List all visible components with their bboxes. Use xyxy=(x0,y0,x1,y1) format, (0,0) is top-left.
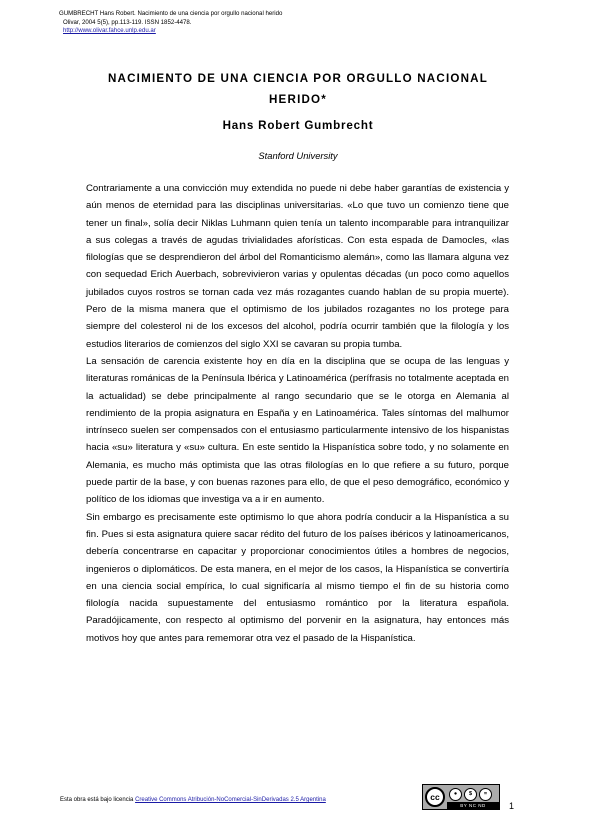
citation-line-2: Olivar, 2004 5(5), pp.113-119. ISSN 1852-4478. xyxy=(63,18,192,26)
cc-strip-label: BY NC ND xyxy=(447,802,499,809)
license-prefix: Esta obra está bajo licencia xyxy=(60,797,134,803)
nd-icon: = xyxy=(479,788,492,801)
page-number: 1 xyxy=(509,801,515,811)
citation-block xyxy=(59,10,539,36)
citation-line-1: GUMBRECHT Hans Robert. Nacimiento de una ciencia por orgullo nacional herido xyxy=(59,10,283,17)
cc-license-badge[interactable] xyxy=(422,784,500,810)
article-body xyxy=(86,180,509,647)
by-icon: ● xyxy=(449,788,462,801)
author-name: Hans Robert Gumbrecht xyxy=(222,119,374,132)
paragraph: Sin embargo es precisamente este optimismo lo que ahora podría conducir a la Hispanística a su fin. Pues si esta asignatura quiere sacar rédito del futuro de los países ibéricos y latinoamericanos, debería concentrarse en capacitar y proporcionar conocimientos útiles a hombres de negocios, ingenieros o diplomáticos. De esta manera, en el mejor de los casos, la Hispanística se convertiría en una ciencia social empírica, lo cual significaría al mismo tiempo el fin de su historia como filología nacida supuestamente del entusiasmo romántico por la literatura española. Paradójicamente, con respecto al optimismo del porvenir en la asignatura, hay entonces más motivos hoy que antes para rememorar otra vez el pasado de la Hispanística. xyxy=(86,511,509,644)
license-footer xyxy=(60,796,326,804)
paragraph: Contrariamente a una convicción muy extendida no puede ni debe haber garantías de existencia y aún menos de eternidad para las disciplinas universitarias. «Lo que tuvo un comienzo tiene que tener un final», solía decir Niklas Luhmann quien tenía un talento incomparable para intranquilizar a sus colegas a través de agudas trivialidades aforísticas. Con esta espada de Damocles, «las filologías que se desprendieron del árbol del Romanticismo alemán», como las llamara alguna vez con sequedad Erich Auerbach, sobrevivieron varias y opulentas décadas (un poco como aquellos jubilados cuyos rostros se tornan cada vez más rozagantes cuando hablan de su propia muerte). Pero de la misma manera que el optimismo de los jubilados rozagantes no los protege para siempre del colesterol ni de los excesos del alcohol, podría ocurrir también que la filología y los estudios literarios de comienzos del siglo XXI se cavaran su propia tumba. xyxy=(86,183,509,350)
journal-url-link[interactable]: http://www.olivar.fahce.unlp.edu.ar xyxy=(63,27,156,35)
paragraph: La sensación de carencia existente hoy en día en la disciplina que se ocupa de las lenguas y literaturas románicas de la Península Ibérica y Latinoamérica (perífrasis no totalmente aceptada en la actualidad) se debe principalmente al rango secundario que se le otorga en Alemania al rendimiento de la propia asignatura en España y en Latinoamérica. Tales síntomas del malhumor intrínseco suelen ser compensados con el entusiasmo particularmente intensivo de los hispanistas hacia «su» literatura y «su» cultura. En este sentido la Hispanística sobre todo, y no solamente en Alemania, es mucho más optimista que las otras filologías en lo que refiere a su futuro, porque puede partir de la base, y con buenas razones para ello, de que el peso demográfico, económico y político de los idiomas que investiga va a ir en aumento. xyxy=(86,355,509,506)
license-link[interactable]: Creative Commons Atribución-NoComercial-SinDerivadas 2.5 Argentina xyxy=(135,797,326,803)
nc-icon: $ xyxy=(464,788,477,801)
article-title: NACIMIENTO DE UNA CIENCIA POR ORGULLO NACIONAL HERIDO* xyxy=(107,72,489,106)
author-affiliation: Stanford University xyxy=(258,150,338,161)
cc-icon: cc xyxy=(425,787,445,807)
